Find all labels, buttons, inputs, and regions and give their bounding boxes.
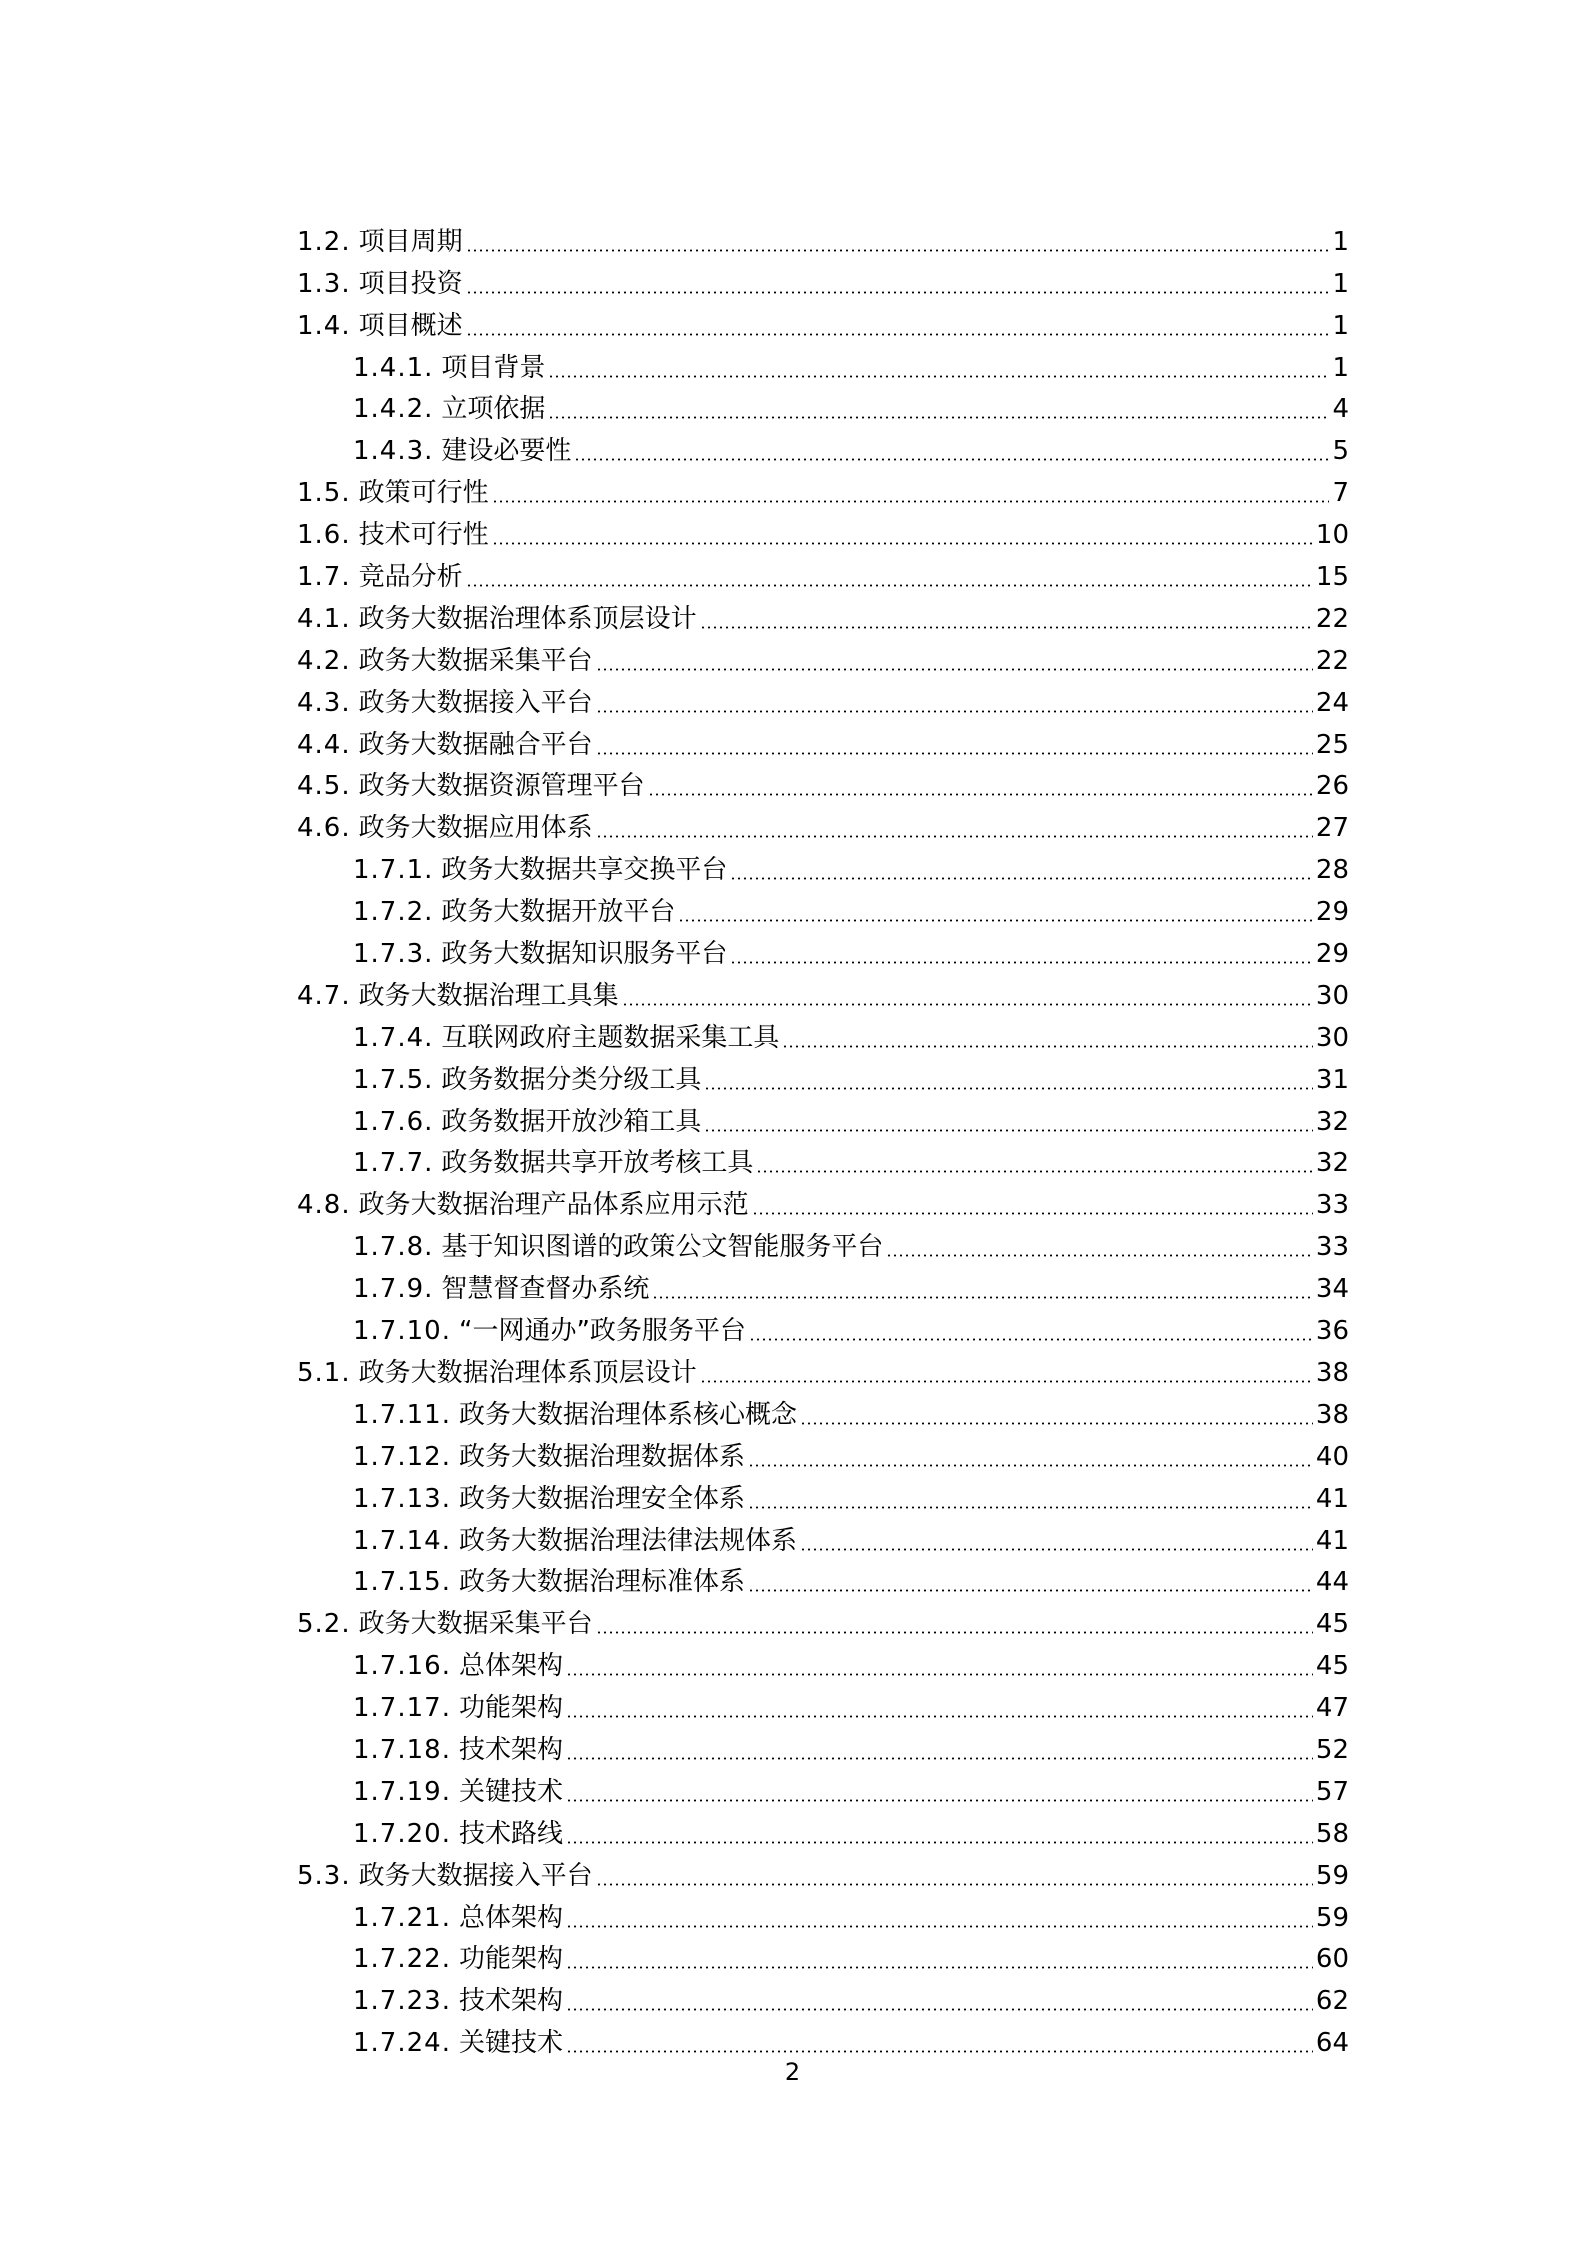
toc-entry-page: 7 — [1332, 478, 1349, 509]
toc-entry[interactable] — [297, 1430, 1349, 1472]
toc-entry-title: 技术架构 — [458, 1734, 563, 1765]
toc-dot-leader — [566, 1715, 1313, 1718]
toc-entry-page: 31 — [1315, 1064, 1349, 1095]
toc-entry-number: 1.7.7. — [353, 1148, 434, 1179]
toc-dot-leader — [596, 668, 1313, 671]
toc-entry-title: 政务大数据开放平台 — [441, 897, 676, 928]
toc-dot-leader — [596, 1631, 1313, 1634]
toc-entry-page: 33 — [1315, 1232, 1349, 1263]
toc-entry[interactable] — [297, 718, 1349, 760]
toc-entry-number: 1.7.12. — [353, 1441, 451, 1472]
page-number: 2 — [784, 2058, 801, 2086]
toc-entry-number: 1.7.22. — [353, 1944, 451, 1975]
toc-entry-title: 政务大数据治理体系顶层设计 — [358, 1357, 697, 1388]
toc-entry[interactable] — [297, 1346, 1349, 1388]
toc-entry[interactable] — [297, 2016, 1349, 2058]
toc-dot-leader — [700, 626, 1313, 629]
toc-entry-page: 60 — [1315, 1944, 1349, 1975]
toc-entry-page: 41 — [1315, 1525, 1349, 1556]
toc-dot-leader — [748, 1589, 1313, 1592]
toc-entry[interactable] — [297, 592, 1349, 634]
toc-entry-number: 4.1. — [297, 603, 351, 634]
toc-entry[interactable] — [297, 1514, 1349, 1556]
toc-entry-title: 关键技术 — [458, 1776, 563, 1807]
toc-dot-leader — [566, 1966, 1313, 1969]
toc-entry-number: 1.7.3. — [353, 939, 434, 970]
toc-entry[interactable] — [297, 1011, 1349, 1053]
toc-entry-title: 政务大数据共享交换平台 — [441, 855, 728, 886]
toc-entry-title: 政务大数据治理工具集 — [358, 980, 619, 1011]
toc-dot-leader — [622, 1003, 1313, 1006]
toc-entry[interactable] — [297, 1137, 1349, 1179]
toc-entry-number: 1.7.23. — [353, 1986, 451, 2017]
toc-dot-leader — [886, 1254, 1312, 1257]
toc-entry[interactable] — [297, 466, 1349, 508]
toc-entry-title: 政务大数据采集平台 — [358, 645, 593, 676]
toc-dot-leader — [596, 1883, 1313, 1886]
toc-entry-title: 政务大数据治理体系核心概念 — [458, 1399, 797, 1430]
toc-entry-number: 1.5. — [297, 478, 351, 509]
toc-entry-page: 29 — [1315, 897, 1349, 928]
toc-entry-page: 57 — [1315, 1776, 1349, 1807]
toc-dot-leader — [704, 1129, 1312, 1132]
toc-entry[interactable] — [297, 927, 1349, 969]
toc-entry-page: 58 — [1315, 1818, 1349, 1849]
toc-entry[interactable] — [297, 1178, 1349, 1220]
toc-dot-leader — [548, 416, 1329, 419]
toc-entry-number: 1.7.15. — [353, 1567, 451, 1598]
toc-entry-page: 64 — [1315, 2028, 1349, 2059]
toc-entry-number: 4.4. — [297, 729, 351, 760]
toc-entry-title: 项目背景 — [441, 352, 546, 383]
toc-entry-number: 4.6. — [297, 813, 351, 844]
toc-dot-leader — [566, 1757, 1313, 1760]
toc-entry-number: 5.1. — [297, 1357, 351, 1388]
toc-entry-title: 互联网政府主题数据采集工具 — [441, 1022, 780, 1053]
toc-entry[interactable] — [297, 1933, 1349, 1975]
toc-dot-leader — [800, 1422, 1313, 1425]
toc-entry[interactable] — [297, 508, 1349, 550]
toc-dot-leader — [566, 1673, 1313, 1676]
toc-entry-title: 基于知识图谱的政策公文智能服务平台 — [441, 1232, 884, 1263]
toc-dot-leader — [566, 2050, 1313, 2053]
toc-dot-leader — [566, 2008, 1313, 2011]
toc-entry-title: 政务大数据采集平台 — [358, 1609, 593, 1640]
toc-entry[interactable] — [297, 1053, 1349, 1095]
toc-entry-page: 10 — [1315, 520, 1349, 551]
toc-entry-number: 4.8. — [297, 1190, 351, 1221]
toc-entry-number: 4.7. — [297, 980, 351, 1011]
toc-entry-number: 1.7.9. — [353, 1274, 434, 1305]
toc-entry-page: 47 — [1315, 1693, 1349, 1724]
toc-entry-number: 1.7.19. — [353, 1776, 451, 1807]
toc-entry-number: 1.7.21. — [353, 1902, 451, 1933]
toc-entry-number: 1.7.16. — [353, 1651, 451, 1682]
toc-entry[interactable] — [297, 215, 1349, 257]
toc-entry-number: 5.3. — [297, 1860, 351, 1891]
toc-dot-leader — [596, 835, 1313, 838]
toc-entry-number: 1.7.10. — [353, 1316, 451, 1347]
toc-entry-number: 4.3. — [297, 687, 351, 718]
toc-entry-page: 15 — [1315, 562, 1349, 593]
toc-entry-number: 1.3. — [297, 268, 351, 299]
toc-dot-leader — [648, 793, 1313, 796]
toc-entry[interactable] — [297, 299, 1349, 341]
toc-entry-title: 立项依据 — [441, 394, 546, 425]
toc-dot-leader — [748, 1506, 1313, 1509]
toc-entry-page: 26 — [1315, 771, 1349, 802]
toc-entry-title: 政务数据分类分级工具 — [441, 1064, 702, 1095]
toc-entry[interactable] — [297, 550, 1349, 592]
toc-entry-title: 项目概述 — [358, 310, 463, 341]
toc-entry-title: 政务大数据治理安全体系 — [458, 1483, 745, 1514]
toc-entry-number: 1.7.18. — [353, 1734, 451, 1765]
toc-entry-page: 30 — [1315, 1022, 1349, 1053]
toc-dot-leader — [574, 458, 1329, 461]
toc-entry-page: 1 — [1332, 310, 1349, 341]
toc-entry-number: 1.4.2. — [353, 394, 434, 425]
toc-dot-leader — [730, 877, 1312, 880]
toc-entry[interactable] — [297, 1262, 1349, 1304]
toc-entry-page: 25 — [1315, 729, 1349, 760]
toc-entry-title: 政务大数据资源管理平台 — [358, 771, 645, 802]
toc-entry-page: 38 — [1315, 1357, 1349, 1388]
toc-entry-number: 1.7.1. — [353, 855, 434, 886]
toc-dot-leader — [466, 249, 1330, 252]
toc-entry[interactable] — [297, 1807, 1349, 1849]
toc-entry-number: 1.7.8. — [353, 1232, 434, 1263]
toc-entry[interactable] — [297, 424, 1349, 466]
toc-entry-title: 政务大数据知识服务平台 — [441, 939, 728, 970]
toc-entry[interactable] — [297, 1095, 1349, 1137]
toc-dot-leader — [466, 333, 1330, 336]
toc-entry-title: 技术架构 — [458, 1986, 563, 2017]
toc-dot-leader — [492, 542, 1313, 545]
toc-entry[interactable] — [297, 885, 1349, 927]
toc-entry-title: 智慧督查督办系统 — [441, 1274, 650, 1305]
toc-entry[interactable] — [297, 1388, 1349, 1430]
toc-dot-leader — [749, 1338, 1313, 1341]
toc-dot-leader — [566, 1799, 1313, 1802]
toc-entry-number: 1.7.11. — [353, 1399, 451, 1430]
toc-entry[interactable] — [297, 969, 1349, 1011]
toc-entry-title: 竞品分析 — [358, 562, 463, 593]
toc-entry-number: 5.2. — [297, 1609, 351, 1640]
toc-dot-leader — [748, 1464, 1313, 1467]
toc-dot-leader — [700, 1380, 1313, 1383]
toc-dot-leader — [782, 1045, 1312, 1048]
toc-entry[interactable] — [297, 1220, 1349, 1262]
toc-entry-number: 1.7. — [297, 562, 351, 593]
toc-entry-number: 1.4. — [297, 310, 351, 341]
toc-entry-title: 建设必要性 — [441, 436, 572, 467]
toc-entry[interactable] — [297, 760, 1349, 802]
toc-entry-page: 30 — [1315, 980, 1349, 1011]
toc-dot-leader — [596, 710, 1313, 713]
toc-entry-page: 1 — [1332, 352, 1349, 383]
toc-entry-title: 关键技术 — [458, 2028, 563, 2059]
toc-entry[interactable] — [297, 1681, 1349, 1723]
toc-entry-page: 24 — [1315, 687, 1349, 718]
toc-entry-page: 34 — [1315, 1274, 1349, 1305]
toc-dot-leader — [730, 961, 1312, 964]
toc-entry[interactable] — [297, 1765, 1349, 1807]
toc-entry-number: 1.4.1. — [353, 352, 434, 383]
toc-entry-number: 1.7.13. — [353, 1483, 451, 1514]
toc-entry[interactable] — [297, 1556, 1349, 1598]
toc-entry-title: 政务大数据治理体系顶层设计 — [358, 603, 697, 634]
toc-entry-page: 44 — [1315, 1567, 1349, 1598]
toc-entry-title: 政务数据开放沙箱工具 — [441, 1106, 702, 1137]
toc-entry-page: 59 — [1315, 1902, 1349, 1933]
toc-entry-title: 功能架构 — [458, 1693, 563, 1724]
toc-entry-title: 项目投资 — [358, 268, 463, 299]
toc-dot-leader — [548, 375, 1329, 378]
toc-entry-page: 33 — [1315, 1190, 1349, 1221]
toc-entry-page: 45 — [1315, 1651, 1349, 1682]
toc-entry-page: 40 — [1315, 1441, 1349, 1472]
toc-entry[interactable] — [297, 676, 1349, 718]
toc-entry-number: 1.7.2. — [353, 897, 434, 928]
toc-entry-number: 1.7.20. — [353, 1818, 451, 1849]
toc-entry[interactable] — [297, 383, 1349, 425]
toc-entry-page: 32 — [1315, 1106, 1349, 1137]
toc-dot-leader — [800, 1548, 1313, 1551]
toc-entry-title: 政务大数据治理标准体系 — [458, 1567, 745, 1598]
toc-entry-title: 政务数据共享开放考核工具 — [441, 1148, 754, 1179]
toc-entry-number: 1.7.5. — [353, 1064, 434, 1095]
toc-entry-page: 22 — [1315, 603, 1349, 634]
toc-entry[interactable] — [297, 341, 1349, 383]
toc-entry-number: 1.7.24. — [353, 2028, 451, 2059]
toc-entry-number: 1.7.4. — [353, 1022, 434, 1053]
toc-entry-number: 4.5. — [297, 771, 351, 802]
toc-dot-leader — [704, 1087, 1312, 1090]
toc-entry[interactable] — [297, 1472, 1349, 1514]
toc-entry-page: 5 — [1332, 436, 1349, 467]
toc-dot-leader — [566, 1841, 1313, 1844]
toc-entry-page: 45 — [1315, 1609, 1349, 1640]
toc-entry-page: 28 — [1315, 855, 1349, 886]
toc-entry-page: 41 — [1315, 1483, 1349, 1514]
toc-entry-page: 22 — [1315, 645, 1349, 676]
toc-dot-leader — [678, 919, 1312, 922]
toc-entry-page: 59 — [1315, 1860, 1349, 1891]
toc-entry-title: 总体架构 — [458, 1651, 563, 1682]
toc-entry-title: 政策可行性 — [358, 478, 489, 509]
toc-dot-leader — [596, 752, 1313, 755]
toc-entry-title: 技术可行性 — [358, 520, 489, 551]
toc-entry-number: 4.2. — [297, 645, 351, 676]
toc-entry[interactable] — [297, 1597, 1349, 1639]
toc-entry-title: 政务大数据应用体系 — [358, 813, 593, 844]
toc-dot-leader — [492, 500, 1330, 503]
toc-dot-leader — [752, 1212, 1313, 1215]
toc-dot-leader — [652, 1296, 1312, 1299]
toc-entry-title: 项目周期 — [358, 226, 463, 257]
toc-entry-title: 总体架构 — [458, 1902, 563, 1933]
toc-entry-page: 32 — [1315, 1148, 1349, 1179]
toc-dot-leader — [466, 291, 1330, 294]
toc-entry-number: 1.7.17. — [353, 1693, 451, 1724]
toc-entry[interactable] — [297, 257, 1349, 299]
toc-entry-page: 1 — [1332, 268, 1349, 299]
toc-dot-leader — [466, 584, 1313, 587]
toc-entry-page: 4 — [1332, 394, 1349, 425]
table-of-contents — [297, 215, 1349, 2058]
toc-entry-title: 功能架构 — [458, 1944, 563, 1975]
toc-entry-title: 政务大数据治理产品体系应用示范 — [358, 1190, 749, 1221]
toc-entry[interactable] — [297, 1891, 1349, 1933]
toc-entry-number: 1.7.6. — [353, 1106, 434, 1137]
toc-entry[interactable] — [297, 1974, 1349, 2016]
toc-entry[interactable] — [297, 1304, 1349, 1346]
toc-entry[interactable] — [297, 1723, 1349, 1765]
toc-entry-page: 27 — [1315, 813, 1349, 844]
toc-entry-page: 52 — [1315, 1734, 1349, 1765]
toc-entry-title: “一网通办”政务服务平台 — [458, 1316, 746, 1347]
toc-entry-number: 1.6. — [297, 520, 351, 551]
toc-entry-title: 政务大数据融合平台 — [358, 729, 593, 760]
toc-entry[interactable] — [297, 1849, 1349, 1891]
toc-dot-leader — [756, 1170, 1312, 1173]
toc-entry-title: 政务大数据接入平台 — [358, 687, 593, 718]
toc-entry-number: 1.7.14. — [353, 1525, 451, 1556]
toc-entry-number: 1.2. — [297, 226, 351, 257]
toc-dot-leader — [566, 1925, 1313, 1928]
toc-entry-title: 政务大数据接入平台 — [358, 1860, 593, 1891]
toc-entry-page: 38 — [1315, 1399, 1349, 1430]
toc-entry[interactable] — [297, 634, 1349, 676]
toc-entry-page: 62 — [1315, 1986, 1349, 2017]
toc-entry-title: 政务大数据治理数据体系 — [458, 1441, 745, 1472]
toc-entry-number: 1.4.3. — [353, 436, 434, 467]
toc-entry-title: 政务大数据治理法律法规体系 — [458, 1525, 797, 1556]
toc-entry[interactable] — [297, 801, 1349, 843]
toc-entry-title: 技术路线 — [458, 1818, 563, 1849]
toc-entry-page: 36 — [1315, 1316, 1349, 1347]
toc-entry-page: 29 — [1315, 939, 1349, 970]
toc-entry[interactable] — [297, 843, 1349, 885]
toc-entry-page: 1 — [1332, 226, 1349, 257]
toc-entry[interactable] — [297, 1639, 1349, 1681]
